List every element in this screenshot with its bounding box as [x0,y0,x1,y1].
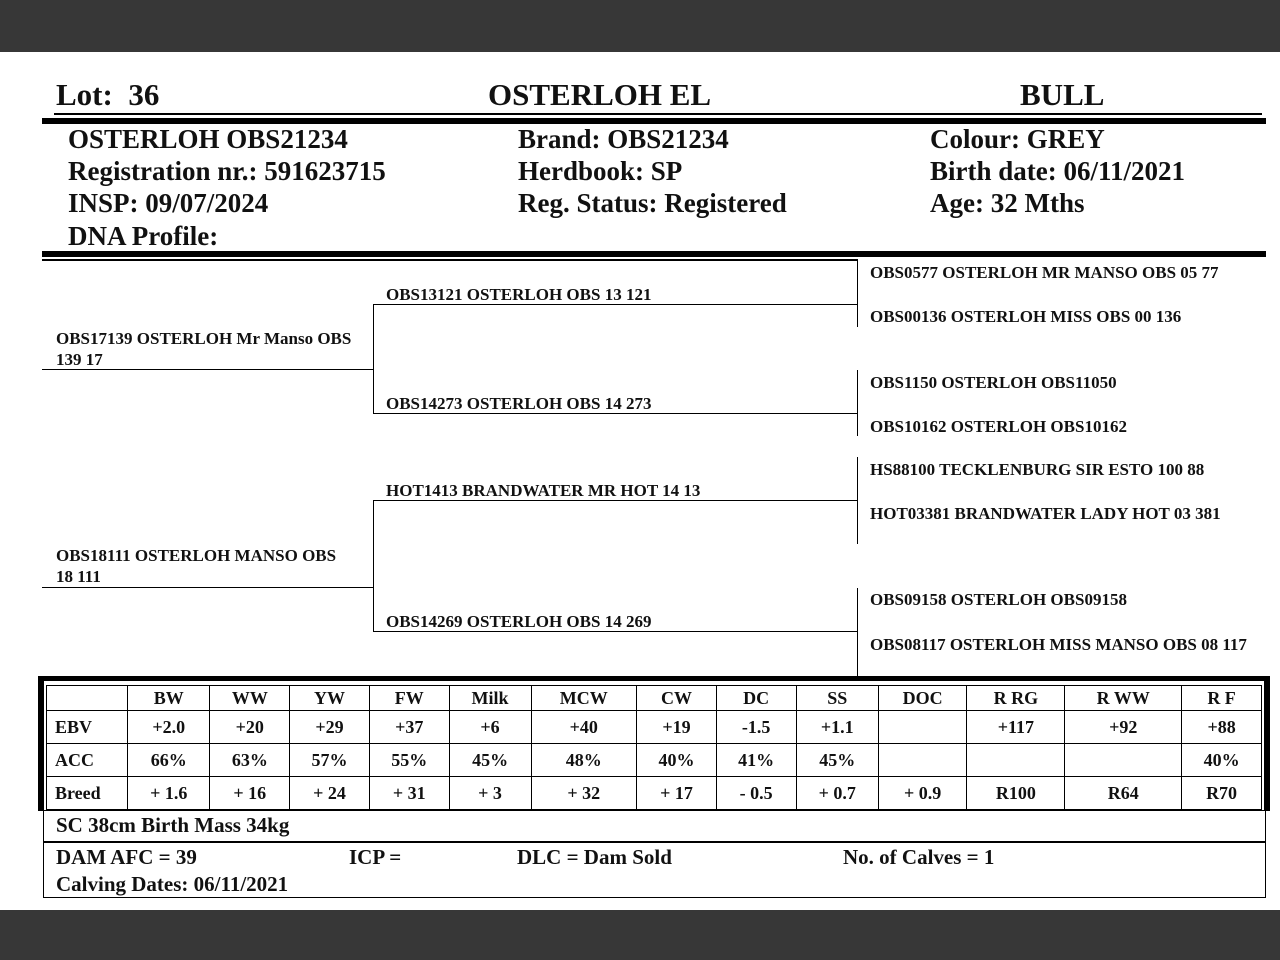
lot-label [56,77,159,113]
birth-date: Birth date: 06/11/2021 [930,156,1185,186]
pedigree-sire-sire: OBS13121 OSTERLOH OBS 13 121 [386,285,652,304]
ebv-header-cell: SS [796,686,878,711]
pedigree-dd-sire: OBS09158 OSTERLOH OBS09158 [870,590,1127,609]
colour: Colour: GREY [930,124,1105,154]
ebv-cell: -1.5 [716,711,796,744]
breed-cell: R64 [1065,777,1182,810]
ebv-frame-top [38,676,1270,681]
pedigree-sd-sire: OBS1150 OSTERLOH OBS11050 [870,373,1117,392]
calving-dates: Calving Dates: 06/11/2021 [56,872,289,896]
breed-cell: + 24 [290,777,370,810]
pedigree-dam-dam: OBS14269 OSTERLOH OBS 14 269 [386,612,652,631]
title-underline [54,113,1262,115]
sd-bracket [857,370,858,436]
top-dark-band [0,0,1280,52]
ebv-cell [878,711,966,744]
ebv-cell: EBV [47,711,128,744]
acc-cell [878,744,966,777]
breed-cell: R70 [1182,777,1262,810]
ebv-cell: +19 [637,711,717,744]
dam-bracket [373,500,374,632]
lot-number: 36 [128,77,160,112]
ebv-cell: +29 [290,711,370,744]
dlc: DLC = Dam Sold [517,845,672,869]
acc-cell [1065,744,1182,777]
breed-cell: Breed [47,777,128,810]
acc-cell: 45% [449,744,531,777]
ebv-frame-right [1264,676,1270,811]
registration-number: Registration nr.: 591623715 [68,156,386,186]
acc-cell: 40% [1182,744,1262,777]
acc-cell: 45% [796,744,878,777]
breed-cell: + 17 [637,777,717,810]
lot-label-text: Lot: [56,77,113,112]
ebv-cell: +6 [449,711,531,744]
ebv-row [47,711,1262,744]
reg-status: Reg. Status: Registered [518,188,787,218]
sc-birth-mass: SC 38cm Birth Mass 34kg [56,813,290,837]
bottom-dark-band [0,910,1280,960]
ebv-cell: +37 [369,711,449,744]
acc-cell: 66% [128,744,210,777]
ebv-header-cell: BW [128,686,210,711]
pedigree-top-rule [42,259,858,261]
ebv-header-cell: DC [716,686,796,711]
dd-bracket [857,588,858,678]
breed-cell: + 0.7 [796,777,878,810]
age: Age: 32 Mths [930,188,1085,218]
insp-date: INSP: 09/07/2024 [68,188,269,218]
pedigree-dam-sire: HOT1413 BRANDWATER MR HOT 14 13 [386,481,701,500]
breed-cell: + 3 [449,777,531,810]
acc-cell: 41% [716,744,796,777]
breed-cell: - 0.5 [716,777,796,810]
ss-bracket [857,261,858,327]
ebv-cell: +88 [1182,711,1262,744]
ebv-header-cell: Milk [449,686,531,711]
breed-cell: + 32 [531,777,637,810]
ebv-cell: +40 [531,711,637,744]
ebv-header-cell: R F [1182,686,1262,711]
acc-cell: 57% [290,744,370,777]
ebv-header-cell: MCW [531,686,637,711]
header-bottom-rule [42,251,1266,257]
ebv-cell: +2.0 [128,711,210,744]
acc-cell: 63% [210,744,290,777]
no-of-calves: No. of Calves = 1 [843,845,995,869]
icp: ICP = [349,845,402,869]
ebv-header-cell: WW [210,686,290,711]
dna-profile: DNA Profile: [68,221,219,251]
breed-cell: + 0.9 [878,777,966,810]
ebv-cell: +1.1 [796,711,878,744]
ebv-frame-left [38,676,44,811]
sire-bracket [373,304,374,414]
ebv-header-cell: R RG [967,686,1065,711]
ebv-header-cell: R WW [1065,686,1182,711]
pedigree-dd-dam: OBS08117 OSTERLOH MISS MANSO OBS 08 117 [870,635,1247,654]
ebv-cell: +92 [1065,711,1182,744]
ebv-header-cell [47,686,128,711]
ebv-header-cell: CW [637,686,717,711]
pedigree-sd-dam: OBS10162 OSTERLOH OBS10162 [870,417,1127,436]
ebv-header-cell: DOC [878,686,966,711]
sex-title: BULL [1020,77,1105,112]
ebv-header-cell: FW [369,686,449,711]
dam-line [42,587,373,588]
acc-cell: 48% [531,744,637,777]
animal-name: OSTERLOH OBS21234 [68,124,348,154]
pedigree-sire: OBS17139 OSTERLOH Mr Manso OBS 139 17 [56,329,352,369]
brand: Brand: OBS21234 [518,124,729,154]
dam-afc: DAM AFC = 39 [56,845,197,869]
acc-cell: 55% [369,744,449,777]
ebv-header-row [47,686,1262,711]
breed-row [47,777,1262,810]
breed-cell: + 31 [369,777,449,810]
pedigree-sire-dam: OBS14273 OSTERLOH OBS 14 273 [386,394,652,413]
pedigree-ds-dam: HOT03381 BRANDWATER LADY HOT 03 381 [870,504,1221,523]
pedigree-ss-sire: OBS0577 OSTERLOH MR MANSO OBS 05 77 [870,263,1219,282]
breed-cell: + 16 [210,777,290,810]
acc-cell [967,744,1065,777]
breeder-title: OSTERLOH EL [488,77,712,112]
pedigree-ds-sire: HS88100 TECKLENBURG SIR ESTO 100 88 [870,460,1205,479]
pedigree-ss-dam: OBS00136 OSTERLOH MISS OBS 00 136 [870,307,1182,326]
acc-cell: ACC [47,744,128,777]
breed-cell: R100 [967,777,1065,810]
pedigree-dam: OBS18111 OSTERLOH MANSO OBS 18 111 [56,546,337,586]
ebv-header-cell: YW [290,686,370,711]
acc-cell: 40% [637,744,717,777]
ebv-table [46,685,1262,810]
ebv-cell: +20 [210,711,290,744]
breed-cell: + 1.6 [128,777,210,810]
acc-row [47,744,1262,777]
ebv-cell: +117 [967,711,1065,744]
ds-bracket [857,457,858,544]
herdbook: Herdbook: SP [518,156,683,186]
